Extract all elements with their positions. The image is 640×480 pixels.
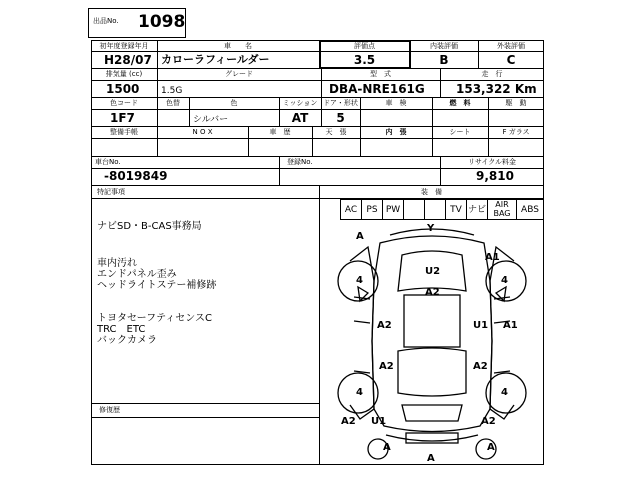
notes-line: エンドパネル歪み [97,269,177,280]
feature-airbag: AIR BAG [493,200,511,218]
feature-navi: ナビ [467,205,486,215]
feature-pw: PW [385,205,401,215]
reg-no-label: 登録No. [287,158,313,166]
model-label: 型 式 [370,70,391,78]
feature-ps: PS [366,205,378,215]
damage-mark-front-right-wheel: 4 [501,275,508,286]
drive-label: 駆 動 [505,99,527,107]
car-damage-diagram [320,221,544,465]
feature-box-blank-1 [403,199,425,220]
displacement-value: 1500 [106,82,140,96]
mileage-value: 153,322 Km [456,82,537,96]
damage-mark-rear-right-quarter: A2 [481,416,496,427]
damage-mark-rear-left-wheel: 4 [356,387,363,398]
damage-mark-front-bumper: Y [427,223,435,234]
damage-mark-rear-left-quarter: A2 [341,416,356,427]
model-value: DBA-NRE161G [329,82,425,96]
car-name-value: カローラフィールダー [161,53,270,66]
mileage-label: 走 行 [481,70,503,78]
sunroof-label: 天 張 [325,128,347,136]
damage-mark-right-rear-door: A2 [473,361,488,372]
notes-line: バックカメラ [97,335,157,346]
feature-abs: ABS [521,205,539,215]
color-change-label: 色替 [166,99,180,107]
lot-label: 出品No. [93,17,119,25]
feature-box-blank-2 [424,199,446,220]
chassis-value: -8019849 [104,169,168,183]
interior-grade-value: B [439,53,449,67]
fuel-label: 燃 料 [449,99,471,107]
history-label: 車 歴 [269,128,291,136]
notes-line: トヨタセーフティセンスC [97,313,212,324]
notes-label: 特記事項 [97,188,125,196]
nox-label: N O X [192,128,213,136]
interior-grade-label: 内装評価 [430,42,458,50]
grade-value: 1.5G [161,86,183,96]
color-value: シルバー [193,115,229,125]
notes-line: ナビSD・B-CAS事務局 [97,221,202,232]
recycle-value: 9,810 [476,169,514,183]
recycle-label: リサイクル料金 [467,158,517,166]
mission-label: ミッション [282,99,318,107]
color-code-label: 色コード [110,99,138,107]
f-glass-label: F ガラス [502,128,530,136]
score-label: 評価点 [354,42,375,50]
feature-tv: TV [450,205,462,215]
inspection-label: 車 検 [385,99,407,107]
damage-mark-right-side: A1 [503,320,518,331]
color-code-value: 1F7 [110,111,135,125]
notes-line: 車内汚れ [97,258,137,269]
exterior-grade-label: 外装評価 [497,42,525,50]
car-name-label: 車 名 [224,42,252,50]
grade-label: グレード [225,70,253,78]
damage-mark-rear-right-wheel: 4 [501,387,508,398]
color-label: 色 [230,99,238,107]
mission-value: AT [291,111,309,125]
notes-line: TRC ETC [97,324,146,335]
damage-mark-front-left-wheel: 4 [356,275,363,286]
reg-date-value: H28/07 [104,53,152,67]
damage-mark-rear-left-corner: A [383,442,391,453]
lot-number: 1098 [138,12,186,32]
damage-mark-rear-bumper: A [427,453,435,464]
seat-label: シート [449,128,471,136]
damage-mark-left-front-door: A2 [377,320,392,331]
equipment-label: 装 備 [421,188,442,196]
feature-ac: AC [344,205,358,215]
interior-trim-label: 内 張 [385,128,407,136]
manual-label: 整備手帳 [110,128,138,136]
doors-label: ドア・形状 [323,99,358,107]
score-value: 3.5 [353,53,376,67]
damage-mark-rear-left-lamp: U1 [371,416,387,427]
damage-mark-rear-right-corner: A [487,442,495,453]
damage-mark-left-rear-door: A2 [379,361,394,372]
damage-mark-hood-2: A2 [425,287,440,298]
damage-mark-right-front-door: U1 [473,320,489,331]
notes-line: ヘッドライトステー補修跡 [97,280,217,291]
damage-mark-hood-1: U2 [425,266,441,277]
chassis-label: 車台No. [95,158,121,166]
displacement-label: 排気量 (cc) [105,70,143,78]
repair-history-label: 修復歴 [99,406,120,414]
doors-value: 5 [336,111,345,125]
damage-mark-front-right-fender: A1 [485,252,500,263]
reg-date-label: 初年度登録年月 [99,42,149,50]
damage-mark-front-left: A [356,231,364,242]
exterior-grade-value: C [506,53,516,67]
